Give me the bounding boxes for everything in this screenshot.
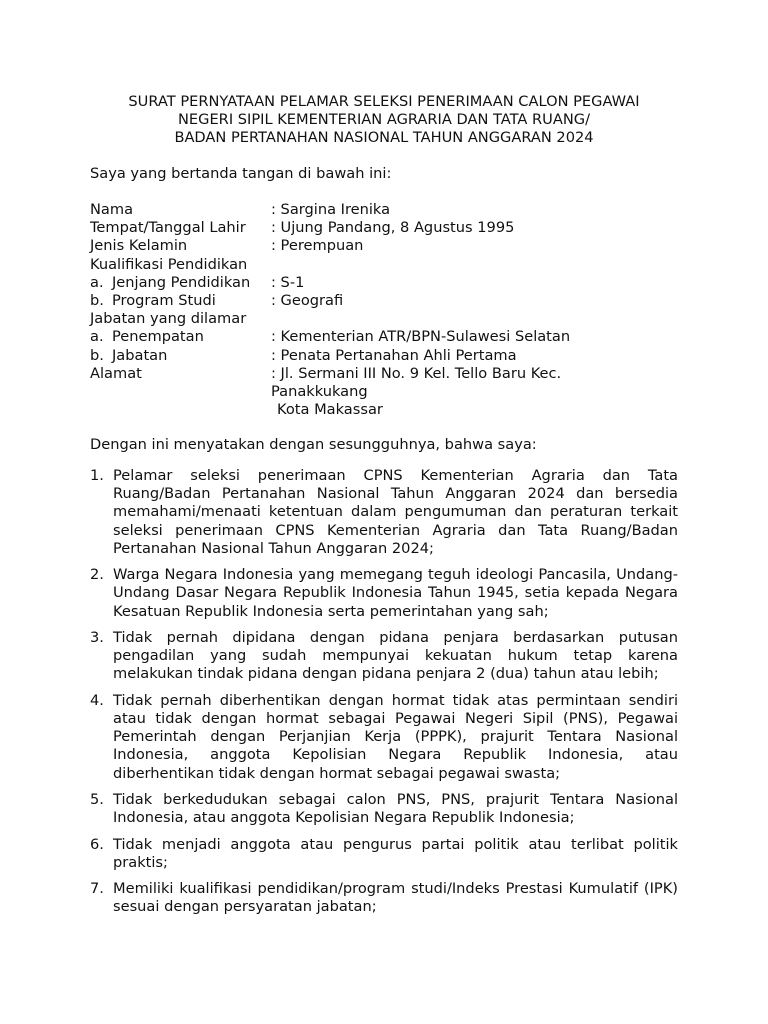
list-item-text: Tidak menjadi anggota atau pengurus partai politik atau terlibat politik praktis; — [113, 835, 678, 871]
list-item-text: Warga Negara Indonesia yang memegang teguh ideologi Pancasila, Undang-Undang Dasar Negara Republik Indonesia Tahun 1945, setia kepada Negara Kesatuan Republik Indonesia serta pemerintahan yang sah; — [113, 566, 678, 620]
list-item-text: Tidak pernah diberhentikan dengan hormat tidak atas permintaan sendiri atau tidak dengan hormat sebagai Pegawai Negeri Sipil (PNS), Pegawai Pemerintah dengan Perjanjian Kerja (PPPK), prajurit Tentara Nasional Indonesia, anggota Kepolisian Negara Republik Indonesia, atau diberhentikan tidak dengan hormat sebagai pegawai swasta; — [113, 691, 678, 782]
list-item — [90, 692, 678, 783]
list-item-number: 3. — [90, 629, 104, 646]
list-item-text: Tidak berkedudukan sebagai calon PNS, PNS, prajurit Tentara Nasional Indonesia, atau anggota Kepolisian Negara Republik Indonesia; — [113, 791, 678, 827]
document-title — [90, 93, 678, 148]
list-item-text: Pelamar seleksi penerimaan CPNS Kementerian Agraria dan Tata Ruang/Badan Pertanahan Nasional Tahun Anggaran 2024 dan bersedia memahami/menaati ketentuan dalam pengumuman dan peraturan terkait seleksi penerimaan CPNS Kementerian Agraria dan Tata Ruang/Badan Pertanahan Nasional Tahun Anggaran 2024; — [113, 467, 678, 557]
field-prefix: a. — [90, 328, 104, 346]
declaration-list — [90, 467, 678, 925]
field-prefix: a. — [90, 273, 104, 291]
list-item — [90, 791, 678, 827]
field-label: Penempatan — [112, 328, 204, 346]
field-label: Kualifikasi Pendidikan — [90, 255, 248, 273]
list-item-number: 5. — [90, 791, 104, 808]
field-label: Jenis Kelamin — [90, 237, 188, 255]
field-value: : Sargina Irenika — [271, 201, 391, 218]
field-label: Nama — [90, 201, 134, 218]
field-label: Program Studi — [112, 291, 216, 309]
list-item-number: 6. — [90, 835, 104, 853]
list-item — [90, 836, 678, 872]
statement-text: Dengan ini menyatakan dengan sesungguhnya, bahwa saya: — [90, 436, 537, 453]
field-label: Jenjang Pendidikan — [112, 273, 251, 291]
list-item-number: 4. — [90, 691, 104, 709]
field-label: Jabatan yang dilamar — [90, 310, 247, 328]
list-item — [90, 629, 678, 684]
field-value: : Kementerian ATR/BPN-Sulawesi Selatan — [271, 328, 571, 346]
field-prefix: b. — [90, 291, 104, 309]
field-value: : Geografi — [271, 291, 344, 309]
field-value: : S-1 — [271, 273, 305, 291]
title-line-1: SURAT PERNYATAAN PELAMAR SELEKSI PENERIMAAN CALON PEGAWAI — [128, 93, 640, 110]
list-item-text: Tidak pernah dipidana dengan pidana penjara berdasarkan putusan pengadilan yang sudah mempunyai kekuatan hukum tetap karena melakukan tindak pidana dengan pidana penjara 2 (dua) tahun atau lebih; — [113, 629, 678, 683]
field-value-line-2: Panakkukang — [271, 382, 368, 400]
field-value: : Ujung Pandang, 8 Agustus 1995 — [271, 219, 515, 237]
field-value: : Perempuan — [271, 237, 364, 255]
field-label: Tempat/Tanggal Lahir — [90, 219, 246, 237]
field-prefix: b. — [90, 346, 104, 364]
title-line-2: NEGERI SIPIL KEMENTERIAN AGRARIA DAN TATA RUANG/ — [178, 111, 590, 129]
list-item-number: 1. — [90, 467, 104, 484]
field-value-line-1: : Jl. Sermani III No. 9 Kel. Tello Baru Kec. — [271, 364, 562, 382]
list-item — [90, 566, 678, 621]
list-item-text: Memiliki kualifikasi pendidikan/program studi/Indeks Prestasi Kumulatif (IPK) sesuai dengan persyaratan jabatan; — [113, 880, 678, 916]
field-label: Alamat — [90, 364, 142, 382]
list-item — [90, 880, 678, 916]
intro-text: Saya yang bertanda tangan di bawah ini: — [90, 165, 392, 182]
title-line-3: BADAN PERTANAHAN NASIONAL TAHUN ANGGARAN 2024 — [174, 129, 594, 147]
field-value: : Penata Pertanahan Ahli Pertama — [271, 346, 517, 364]
field-value-line-3: Kota Makassar — [277, 401, 383, 419]
field-label: Jabatan — [112, 346, 168, 364]
list-item — [90, 467, 678, 558]
list-item-number: 7. — [90, 880, 104, 898]
list-item-number: 2. — [90, 566, 104, 584]
